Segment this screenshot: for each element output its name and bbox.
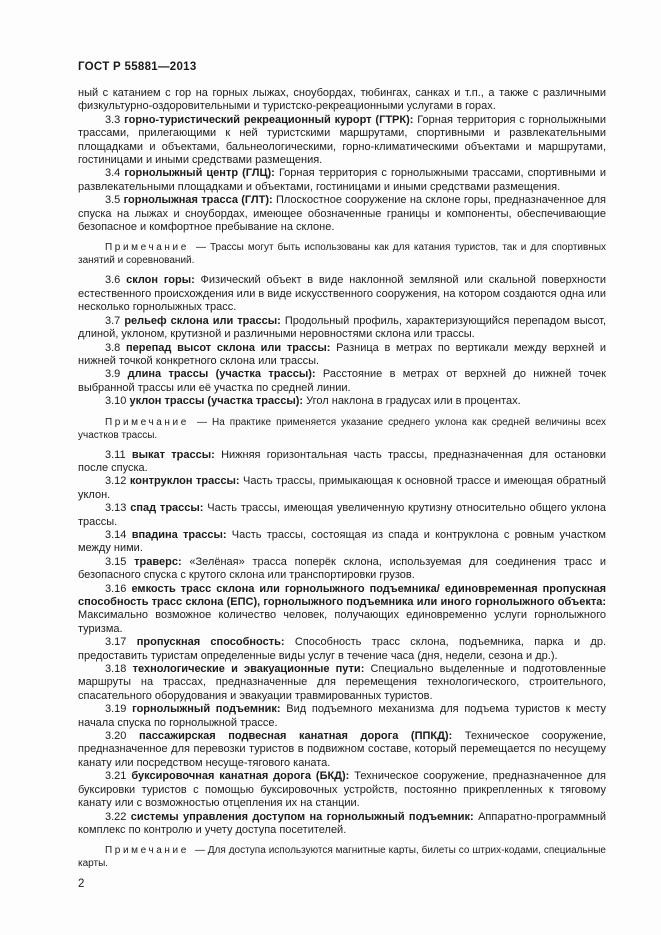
definition-term: уклон трассы (участка трассы): <box>129 395 304 408</box>
note-text: — На практике применяется указание среднего уклона как средней величины всех участков трассы. <box>78 416 606 441</box>
definition-number: 3.7 <box>105 314 121 327</box>
definition-number: 3.3 <box>105 113 121 126</box>
note-text: — Трассы могут быть использованы как для катания туристов, так и для спортивных занятий и соревнований. <box>78 242 607 267</box>
definition-number: 3.19 <box>105 703 127 716</box>
definition-number: 3.15 <box>105 555 127 568</box>
definition-number: 3.13 <box>105 502 127 515</box>
definition-3-16 <box>78 583 606 637</box>
definition-body: Специально выделенные и подготовленные маршруты на трассах, предназначенные для перемещения технологического, строительного, спасательного оборудования и эвакуации травмированных туристов. <box>78 663 606 702</box>
definition-3-18 <box>78 663 606 703</box>
note <box>78 241 606 267</box>
definition-term: траверс: <box>134 555 182 568</box>
definition-body: «Зелёная» трасса поперёк склона, используемая для соединения трасс и безопасного спуска с крутого склона или транспортировки грузов. <box>78 555 607 582</box>
definition-number: 3.20 <box>105 730 127 743</box>
definition-3-6 <box>78 274 606 314</box>
definition-3-19 <box>78 703 606 730</box>
note-label: Примечание <box>105 845 189 857</box>
definition-3-11 <box>78 449 606 476</box>
definition-term: буксировочная канатная дорога (БКД): <box>131 770 350 783</box>
definition-number: 3.22 <box>105 810 127 823</box>
definition-term: горнолыжная трасса (ГЛТ): <box>123 194 273 207</box>
definition-number: 3.9 <box>105 368 121 381</box>
definition-number: 3.4 <box>105 167 121 180</box>
definition-body: Аппаратно-программный комплекс по контролю и учету доступа посетителей. <box>78 810 607 836</box>
definition-3-5 <box>78 194 606 234</box>
definition-term: рельеф склона или трассы: <box>124 314 281 327</box>
definition-term: контруклон трассы: <box>129 475 240 488</box>
definition-term: перепад высот склона или трассы: <box>126 341 331 354</box>
definition-3-21 <box>78 770 606 810</box>
definition-term: впадина трассы: <box>131 528 227 541</box>
intro-paragraph <box>78 87 606 114</box>
definition-body: Продольный профиль, характеризующийся перепадом высот, длиной, уклоном, крутизной и различными неровностями склона или трассы. <box>78 314 607 341</box>
doc-number: ГОСТ Р 55881—2013 <box>78 61 197 73</box>
definition-body: Максимально возможное количество человек, получающих единовременно услуги горнолыжного туризма. <box>78 609 606 635</box>
definition-body: Техническое сооружение, предназначенное для перевозки туристов в подвижном составе, который перемещается по несущему канату или посредством несуще-тягового каната. <box>78 730 607 769</box>
note-text: — Для доступа используются магнитные карты, билеты со штрих-кодами, специальные карты. <box>78 845 606 870</box>
definition-number: 3.5 <box>105 194 121 207</box>
definition-3-8 <box>78 342 606 369</box>
definition-number: 3.16 <box>105 582 127 595</box>
definition-number: 3.8 <box>105 341 121 354</box>
definition-3-9 <box>78 368 606 395</box>
definition-body: Физический объект в виде наклонной земляной или скальной поверхности естественного происхождения или в виде искусственного сооружения, на котором создаются одна или несколько горнолыжных трасс. <box>78 274 606 314</box>
definition-body: Горная территория с горнолыжными трассами, спортивными и развлекательными площадками и объектами, гостиницами и иными средствами размещения. <box>78 167 606 193</box>
definition-term: спад трассы: <box>130 502 204 515</box>
definition-body: Часть трассы, примыкающая к основной трассе и имеющая обратный уклон. <box>78 475 606 501</box>
definition-3-12 <box>78 475 606 502</box>
definition-3-15 <box>78 556 606 583</box>
definition-body: Плоскостное сооружение на склоне горы, предназначенное для спуска на лыжах и сноубордах, имеющее обозначенные границы и компоненты, обеспечивающие безопасное и комфортное пребывание на склоне. <box>78 194 606 234</box>
definition-body: Вид подъемного механизма для подъема туристов к месту начала спуска по горнолыжной трассе. <box>78 703 606 729</box>
definition-body: Техническое сооружение, предназначенное для буксировки туристов с помощью буксировочных устройств, постоянно прикрепленных к тяговому канату или с возможностью отцепления их на станции. <box>78 770 606 810</box>
definition-term: пассажирская подвесная канатная дорога (ППКД): <box>139 730 453 743</box>
definition-term: емкость трасс склона или горнолыжного подъемника/ единовременная пропускная способность трасс склона (ЕПС), горнолыжного подъемника или иного горнолыжного объекта: <box>78 582 607 608</box>
definition-number: 3.10 <box>105 395 127 408</box>
definition-3-10 <box>78 395 606 408</box>
definition-body: Угол наклона в градусах или в процентах. <box>306 395 521 408</box>
definition-3-17 <box>78 636 606 663</box>
definition-term: горнолыжный подъемник: <box>132 703 281 716</box>
definition-number: 3.21 <box>105 770 127 783</box>
definition-3-14 <box>78 529 606 556</box>
definition-term: системы управления доступом на горнолыжный подъемник: <box>130 810 474 823</box>
definition-3-4 <box>78 167 606 194</box>
definition-body: Часть трассы, состоящая из спада и контруклона с ровным участком между ними. <box>78 528 606 555</box>
definition-term: горно-туристический рекреационный курорт (ГТРК): <box>124 113 414 126</box>
definition-number: 3.11 <box>105 448 126 461</box>
paragraph-text: ный с катанием с гор на горных лыжах, сноубордах, тюбингах, санках и т.п., а также с различными физкультурно-оздоровительными и туристско-рекреационными услугами в горах. <box>78 87 606 113</box>
note-label: Примечание <box>105 416 189 428</box>
definition-3-7 <box>78 315 606 342</box>
page-number: 2 <box>78 878 85 891</box>
definition-term: склон горы: <box>126 274 195 287</box>
definition-term: длина трассы (участка трассы): <box>127 368 316 381</box>
note <box>78 416 606 442</box>
definition-number: 3.12 <box>105 475 127 488</box>
definition-term: горнолыжный центр (ГЛЦ): <box>124 167 275 180</box>
definition-3-20 <box>78 730 606 770</box>
definition-3-13 <box>78 502 606 529</box>
definition-number: 3.18 <box>105 663 127 676</box>
definition-body: Нижняя горизонтальная часть трассы, предназначенная для остановки после спуска. <box>78 448 606 474</box>
definition-number: 3.14 <box>105 528 127 541</box>
note-label: Примечание <box>105 242 189 254</box>
definition-3-22 <box>78 811 606 838</box>
definition-number: 3.17 <box>105 636 127 649</box>
definition-body: Горная территория с горнолыжными трассами, прилегающими к ней туристскими маршрутами, спортивными и развлекательными площадками и объектами, бальнеологическими, горно-климатическими объектами и маршрутами, гостиницами и иными средствами размещения. <box>78 113 606 167</box>
note <box>78 844 606 870</box>
definition-body: Разница в метрах по вертикали между верхней и нижней точкой конкретного склона или трассы. <box>78 341 607 367</box>
definition-term: технологические и эвакуационные пути: <box>132 663 365 676</box>
definition-term: пропускная способность: <box>136 636 285 649</box>
definition-3-3 <box>78 114 606 168</box>
definition-body: Расстояние в метрах от верхней до нижней точек выбранной трассы или её участка по средней линии. <box>78 368 606 394</box>
definition-number: 3.6 <box>105 274 121 287</box>
definition-body: Часть трассы, имеющая увеличенную крутизну относительно общего уклона трассы. <box>78 502 606 528</box>
definition-term: выкат трассы: <box>131 448 215 461</box>
definition-body: Способность трасс склона, подъемника, парка и др. предоставить туристам определенные виды услуг в течение часа (дня, недели, сезона и др.). <box>78 636 607 662</box>
